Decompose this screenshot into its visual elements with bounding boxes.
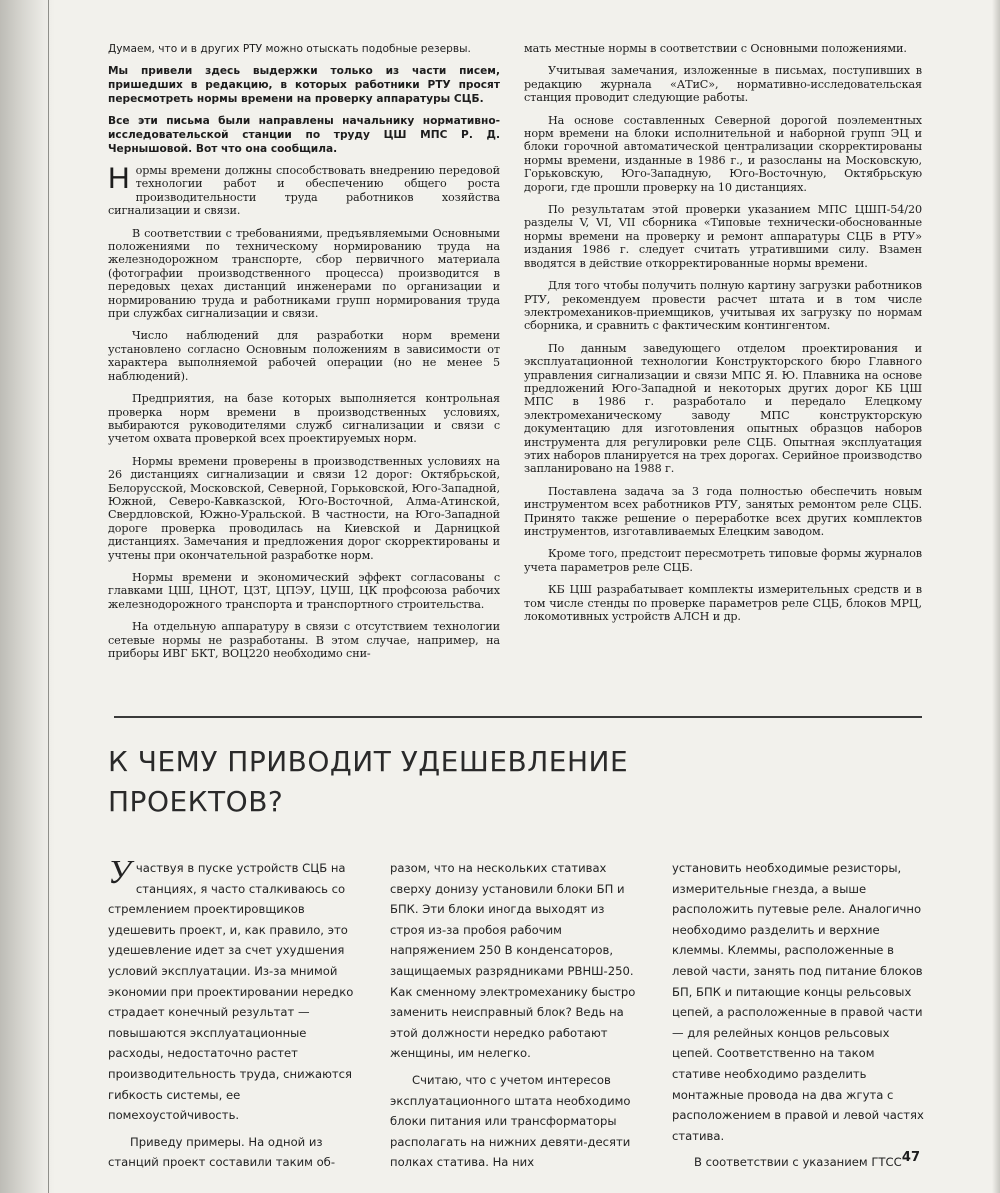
body-paragraph: На основе составленных Северной дорогой поэлементных норм времени на блоки исполнительной и наборной групп ЭЦ и блоки горочной автоматической централизации скорректированы нормы времени, изданные в 1986 г., и разосланы на Московскую, Горьковскую, Юго-Западную, Юго-Восточную, Октябрьскую дороги, где прошли проверку на 10 дистанциях. — [524, 113, 922, 194]
article-paragraph: разом, что на нескольких стативах сверху донизу установили блоки БП и БПК. Эти блоки иногда выходят из строя из-за пробоя рабочим напряжением 250 В конденсаторов, защищаемых разрядниками РВНШ-250. Как сменному электромеханику быстро заменить неисправный блок? Ведь на этой должности нередко работают женщины, им нелегко. — [390, 861, 636, 1061]
top-right-column — [524, 42, 922, 632]
article-paragraph: Считаю, что с учетом интересов эксплуатационного штата необходимо блоки питания или трансформаторы располагать на нижних девяти-десяти полках статива. На них — [390, 1072, 631, 1170]
lead-bold-paragraph: Мы привели здесь выдержки только из части писем, пришедших в редакцию, в которых работники РТУ просят пересмотреть нормы времени на проверку аппаратуры СЦБ. — [108, 65, 500, 105]
body-paragraph: На отдельную аппаратуру в связи с отсутствием технологии сетевые нормы не разработаны. В этом случае, например, на приборы ИВГ БКТ, ВОЦ220 необходимо сни- — [108, 620, 500, 660]
headline-line: ПРОЕКТОВ? — [108, 785, 284, 818]
article-paragraph: установить необходимые резисторы, измерительные гнезда, а выше расположить путевые реле. Аналогично необходимо разделить и верхние клеммы. Клеммы, расположенные в левой части, занять под питание блоков БП, БПК и питающие концы рельсовых цепей, а расположенные в правой части — для релейных концов рельсовых цепей. Соответственно на таком стативе необходимо разделить монтажные провода на два жгута с расположением в правой и левой частях статива. — [672, 861, 924, 1143]
body-paragraph: Поставлена задача за 3 года полностью обеспечить новым инструментом всех работников РТУ, занятых ремонтом реле СЦБ. Принято также решение о переработке всех других комплектов инструментов, изготавливаемых Елецким заводом. — [524, 484, 922, 538]
lead-bold-paragraph: Все эти письма были направлены начальнику нормативно-исследовательской станции по труду ЦШ МПС Р. Д. Чернышовой. Вот что она сообщила. — [108, 115, 500, 155]
body-paragraph: По результатам этой проверки указанием МПС ЦШП-54/20 разделы V, VI, VII сборника «Типовые технически-обоснованные нормы времени на проверку и ремонт аппаратуры СЦБ в РТУ» издания 1986 г. следует считать утратившими силу. Взамен вводятся в действие откорректированные нормы времени. — [524, 203, 922, 270]
body-paragraph: мать местные нормы в соответствии с Основными положениями. — [524, 42, 907, 55]
article-column-1 — [108, 854, 360, 1179]
body-paragraph — [108, 164, 500, 218]
body-paragraph: Нормы времени и экономический эффект согласованы с главками ЦШ, ЦНОТ, ЦЗТ, ЦПЭУ, ЦУШ, ЦК профсоюза рабочих железнодорожного транспорта и транспортного строительства. — [108, 570, 500, 611]
right-page-edge — [992, 0, 1000, 1193]
drop-cap: У — [108, 854, 131, 891]
article-column-3 — [672, 858, 924, 1179]
body-paragraph: По данным заведующего отделом проектирования и эксплуатационной технологии Конструкторского бюро Главного управления сигнализации и связи МПС Я. Ю. Плавника на основе предложений Юго-Западной и некоторых других дорог КБ ЦШ МПС в 1986 г. разработало и передало Елецкому электромеханическому заводу МПС конструкторскую документацию для изготовления опытных образцов наборов инструмента для регулировки реле СЦБ. Опытная эксплуатация этих наборов планируется на трех дорогах. Серийное производство запланировано на 1988 г. — [524, 341, 922, 476]
body-paragraph: Число наблюдений для разработки норм времени установлено согласно Основным положениям в зависимости от характера выполняемой рабочей операции (но не менее 5 наблюдений). — [108, 329, 500, 383]
article-paragraph: В соответствии с указанием ГТСС — [694, 1155, 902, 1170]
lead-paragraph: Думаем, что и в других РТУ можно отыскать подобные резервы. — [108, 43, 471, 55]
drop-cap: Н — [108, 162, 130, 195]
gutter-line — [48, 0, 49, 1193]
body-paragraph: В соответствии с требованиями, предъявляемыми Основными положениями по техническому нормированию труда на железнодорожном транспорте, сбор первичного материала (фотографии производственного процесса) производится в передовых цехах дистанций инженерами по организации и нормированию труда и работниками групп нормирования труда при службах сигнализации и связи. — [108, 226, 500, 321]
article-paragraph: Приведу примеры. На одной из станций проект составили таким об- — [108, 1134, 336, 1170]
page-number: 47 — [901, 1150, 920, 1165]
body-paragraph: КБ ЦШ разрабатывает комплекты измерительных средств и в том числе стенды по проверке параметров реле СЦБ, блоков МРЦ, локомотивных устройств АЛСН и др. — [524, 583, 922, 624]
article-headline — [108, 742, 708, 822]
spine-shadow — [0, 0, 55, 1193]
top-left-column — [108, 42, 500, 669]
body-paragraph: Предприятия, на базе которых выполняется контрольная проверка норм времени в производственных условиях, выбираются руководителями служб сигнализации и связи с учетом охвата проверкой всех проектируемых норм. — [108, 392, 500, 446]
paragraph-text: частвуя в пуске устройств СЦБ на станциях, я часто сталкиваюсь со стремлением проектировщиков удешевить проект, и, как правило, это удешевление идет за счет ухудшения условий эксплуатации. Из-за мнимой экономии при проектировании нередко страдает конечный результат — повышаются эксплуатационные расходы, недостаточно растет производительность труда, снижаются гибкость системы, ее помехоустойчивость. — [108, 861, 354, 1123]
body-paragraph: Кроме того, предстоит пересмотреть типовые формы журналов учета параметров реле СЦБ. — [524, 547, 922, 574]
body-paragraph: Нормы времени проверены в производственных условиях на 26 дистанциях сигнализации и связи 12 дорог: Октябрьской, Белорусской, Московской, Северной, Горьковской, Юго-Западной, Южной, Северо-Кавказской, Юго-Восточной, Алма-Атинской, Свердловской, Южно-Уральской. В частности, на Юго-Западной дороге проверка проводилась на Киевской и Дарницкой дистанциях. Замечания и предложения дорог скорректированы и учтены при окончательной разработке норм. — [108, 454, 500, 562]
paragraph-text: ормы времени должны способствовать внедрению передовой технологии работ и обеспечению общего роста производительности труда работников хозяйства сигнализации и связи. — [108, 164, 500, 218]
headline-line: К ЧЕМУ ПРИВОДИТ УДЕШЕВЛЕНИЕ — [108, 745, 629, 778]
section-divider — [114, 716, 922, 718]
body-paragraph: Учитывая замечания, изложенные в письмах, поступивших в редакцию журнала «АТиС», нормативно-исследовательская станция проводит следующие работы. — [524, 64, 922, 105]
article-column-2 — [390, 858, 640, 1179]
body-paragraph: Для того чтобы получить полную картину загрузки работников РТУ, рекомендуем провести расчет штата и в том числе электромехаников-приемщиков, учитывая их загрузку по нормам сборника, и сравнить с фактическим контингентом. — [524, 279, 922, 333]
article-paragraph — [108, 854, 360, 1126]
